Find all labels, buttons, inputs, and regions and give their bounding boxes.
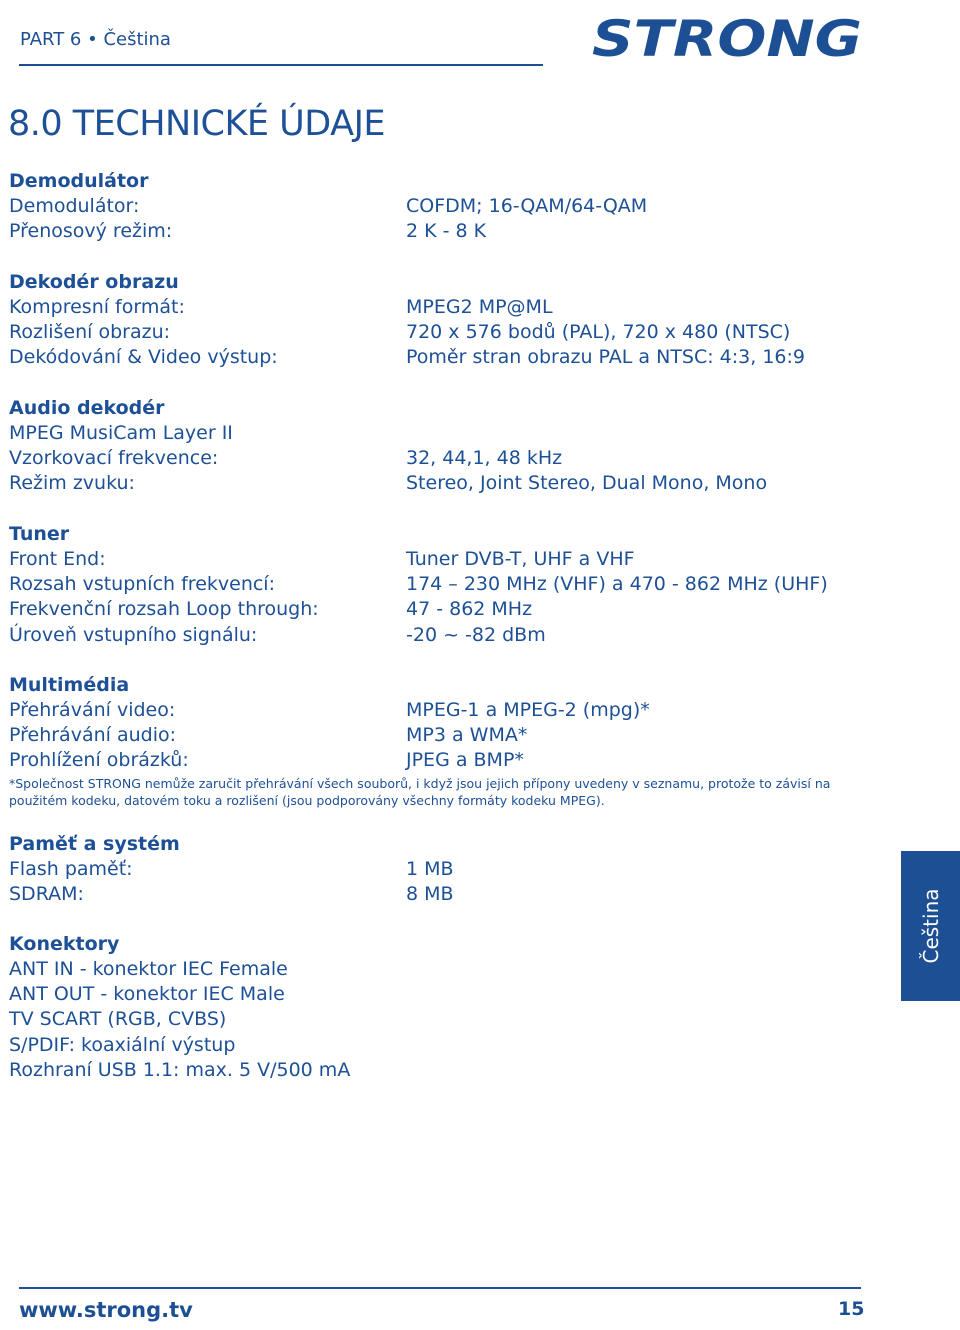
spec-label: Režim zvuku: bbox=[9, 472, 135, 495]
spec-value: 1 MB bbox=[406, 858, 454, 880]
section-audio-decoder bbox=[9, 396, 960, 497]
spec-row bbox=[9, 748, 960, 773]
spec-label: Demodulátor: bbox=[9, 195, 140, 217]
spec-value: MP3 a WMA* bbox=[406, 724, 528, 747]
footer-rule bbox=[19, 1287, 861, 1289]
spec-row bbox=[9, 882, 960, 907]
spec-value: COFDM; 16-QAM/64-QAM bbox=[406, 195, 648, 217]
spec-label: Frekvenční rozsah Loop through: bbox=[9, 598, 319, 621]
section-tuner bbox=[9, 522, 960, 648]
header-part-label: PART 6 • Čeština bbox=[20, 29, 171, 50]
spec-value: 720 x 576 bodů (PAL), 720 x 480 (NTSC) bbox=[406, 321, 791, 344]
spec-value: 174 – 230 MHz (VHF) a 470 - 862 MHz (UHF) bbox=[406, 573, 828, 596]
spec-row bbox=[9, 446, 960, 471]
spec-row bbox=[9, 219, 960, 244]
spec-label: Přenosový režim: bbox=[9, 220, 173, 243]
spec-row bbox=[9, 1058, 960, 1083]
spec-label: ANT IN - konektor IEC Female bbox=[9, 958, 288, 980]
spec-row bbox=[9, 857, 960, 882]
spec-label: Vzorkovací frekvence: bbox=[9, 447, 219, 470]
page-number: 15 bbox=[838, 1298, 865, 1320]
logo-text: STRONG bbox=[592, 10, 862, 62]
spec-label: Rozsah vstupních frekvencí: bbox=[9, 573, 275, 596]
spec-label: Přehrávání video: bbox=[9, 699, 176, 721]
spec-value: JPEG a BMP* bbox=[406, 749, 524, 772]
page-title: 8.0 TECHNICKÉ ÚDAJE bbox=[8, 104, 386, 144]
spec-label: Flash paměť: bbox=[9, 858, 133, 880]
spec-row bbox=[9, 1033, 960, 1058]
spec-label: Dekódování & Video výstup: bbox=[9, 346, 278, 369]
section-multimedia bbox=[9, 673, 960, 809]
spec-row bbox=[9, 957, 960, 982]
spec-value: 47 - 862 MHz bbox=[406, 598, 533, 621]
spec-row bbox=[9, 572, 960, 597]
side-tab-label: Čeština bbox=[918, 888, 943, 964]
spec-row bbox=[9, 547, 960, 572]
strong-logo bbox=[590, 10, 865, 62]
section-title: Demodulátor bbox=[9, 170, 149, 192]
spec-row bbox=[9, 194, 960, 219]
spec-value: MPEG-1 a MPEG-2 (mpg)* bbox=[406, 699, 650, 721]
section-connectors bbox=[9, 932, 960, 1083]
spec-label: Úroveň vstupního signálu: bbox=[9, 623, 258, 646]
section-title: Konektory bbox=[9, 933, 120, 955]
spec-row bbox=[9, 421, 960, 446]
section-demodulator bbox=[9, 169, 960, 244]
section-video-decoder bbox=[9, 270, 960, 371]
spec-value: -20 ~ -82 dBm bbox=[406, 623, 546, 646]
spec-label: Kompresní formát: bbox=[9, 296, 185, 318]
spec-row bbox=[9, 471, 960, 496]
spec-label: Front End: bbox=[9, 548, 106, 570]
section-title: Multimédia bbox=[9, 674, 130, 696]
spec-value: 32, 44,1, 48 kHz bbox=[406, 447, 563, 470]
spec-label: Rozhraní USB 1.1: max. 5 V/500 mA bbox=[9, 1058, 351, 1081]
spec-row bbox=[9, 597, 960, 622]
multimedia-footnote: *Společnost STRONG nemůže zaručit přehrávání všech souborů, i když jsou jejich přípony uvedeny v seznamu, protože to závisí na použitém kodeku, datovém toku a rozlišení (jsou podporovány všechny formáty kodeku MPEG). bbox=[9, 775, 831, 808]
spec-row bbox=[9, 723, 960, 748]
spec-row bbox=[9, 1007, 960, 1032]
spec-row bbox=[9, 345, 960, 370]
spec-label: TV SCART (RGB, CVBS) bbox=[9, 1008, 227, 1031]
spec-label: SDRAM: bbox=[9, 883, 84, 906]
spec-value: MPEG2 MP@ML bbox=[406, 296, 553, 318]
spec-row bbox=[9, 295, 960, 320]
section-title: Paměť a systém bbox=[9, 833, 180, 855]
spec-value: 8 MB bbox=[406, 883, 454, 906]
spec-value: Stereo, Joint Stereo, Dual Mono, Mono bbox=[406, 472, 768, 495]
language-side-tab bbox=[901, 851, 960, 1001]
spec-label: ANT OUT - konektor IEC Male bbox=[9, 983, 285, 1006]
section-title: Dekodér obrazu bbox=[9, 271, 179, 293]
spec-value: 2 K - 8 K bbox=[406, 220, 487, 243]
spec-label: MPEG MusiCam Layer II bbox=[9, 422, 233, 444]
spec-row bbox=[9, 698, 960, 723]
spec-label: S/PDIF: koaxiální výstup bbox=[9, 1033, 236, 1056]
spec-row bbox=[9, 320, 960, 345]
spec-row bbox=[9, 982, 960, 1007]
header-rule bbox=[19, 64, 543, 66]
spec-row bbox=[9, 623, 960, 648]
section-title: Tuner bbox=[9, 523, 70, 545]
spec-label: Rozlišení obrazu: bbox=[9, 321, 171, 344]
section-title: Audio dekodér bbox=[9, 397, 165, 419]
footer-url[interactable]: www.strong.tv bbox=[19, 1298, 193, 1322]
spec-value: Tuner DVB-T, UHF a VHF bbox=[406, 548, 635, 570]
spec-value: Poměr stran obrazu PAL a NTSC: 4:3, 16:9 bbox=[406, 346, 805, 369]
section-memory bbox=[9, 832, 960, 907]
spec-label: Prohlížení obrázků: bbox=[9, 749, 189, 772]
spec-label: Přehrávání audio: bbox=[9, 724, 177, 747]
